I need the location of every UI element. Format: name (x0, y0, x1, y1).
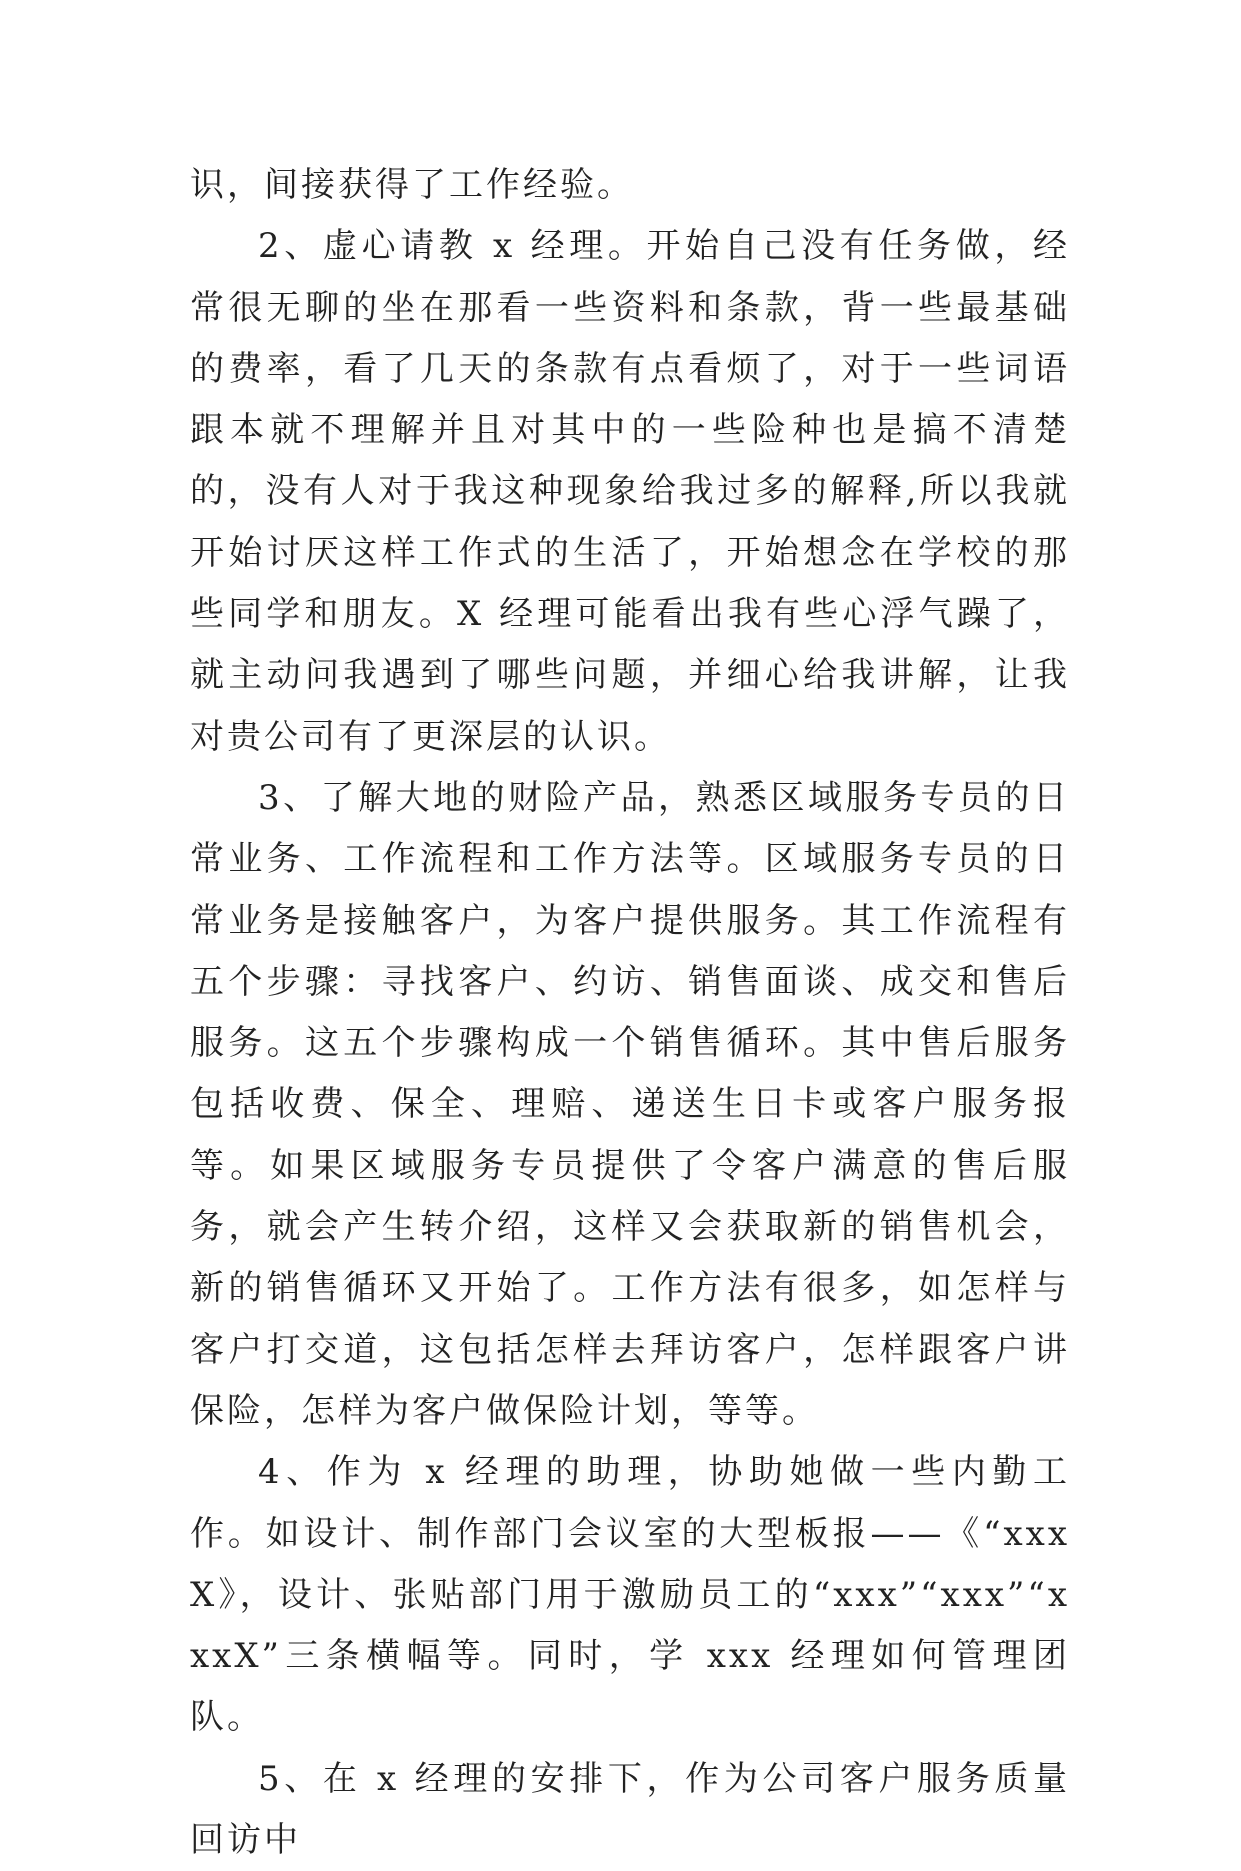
paragraph-continuation: 识，间接获得了工作经验。 (190, 165, 634, 205)
body-text (190, 155, 1070, 1871)
paragraph-item-3: 3、了解大地的财险产品，熟悉区域服务专员的日常业务、工作流程和工作方法等。区域服务专员的日常业务是接触客户，为客户提供服务。其工作流程有五个步骤：寻找客户、约访、销售面谈、成交和售后服务。这五个步骤构成一个销售循环。其中售后服务包括收费、保全、理赔、递送生日卡或客户服务报等。如果区域服务专员提供了令客户满意的售后服务，就会产生转介绍，这样又会获取新的销售机会，新的销售循环又开始了。工作方法有很多，如怎样与客户打交道，这包括怎样去拜访客户，怎样跟客户讲保险，怎样为客户做保险计划，等等。 (190, 777, 1070, 1431)
paragraph-item-4: 4、作为 x 经理的助理，协助她做一些内勤工作。如设计、制作部门会议室的大型板报——《“xxxX》，设计、张贴部门用于激励员工的“xxx”“xxx”“xxxX”三条横幅等。同时，学 xxx 经理如何管理团队。 (190, 1452, 1070, 1738)
paragraph-item-2: 2、虚心请教 x 经理。开始自己没有任务做，经常很无聊的坐在那看一些资料和条款，背一些最基础的费率，看了几天的条款有点看烦了，对于一些词语跟本就不理解并且对其中的一些险种也是搞不清楚的，没有人对于我这种现象给我过多的解释,所以我就开始讨厌这样工作式的生活了，开始想念在学校的那些同学和朋友。X 经理可能看出我有些心浮气躁了，就主动问我遇到了哪些问题，并细心给我讲解，让我对贵公司有了更深层的认识。 (190, 226, 1070, 757)
paragraph-item-5: 5、在 x 经理的安排下，作为公司客户服务质量回访中 (190, 1758, 1070, 1861)
